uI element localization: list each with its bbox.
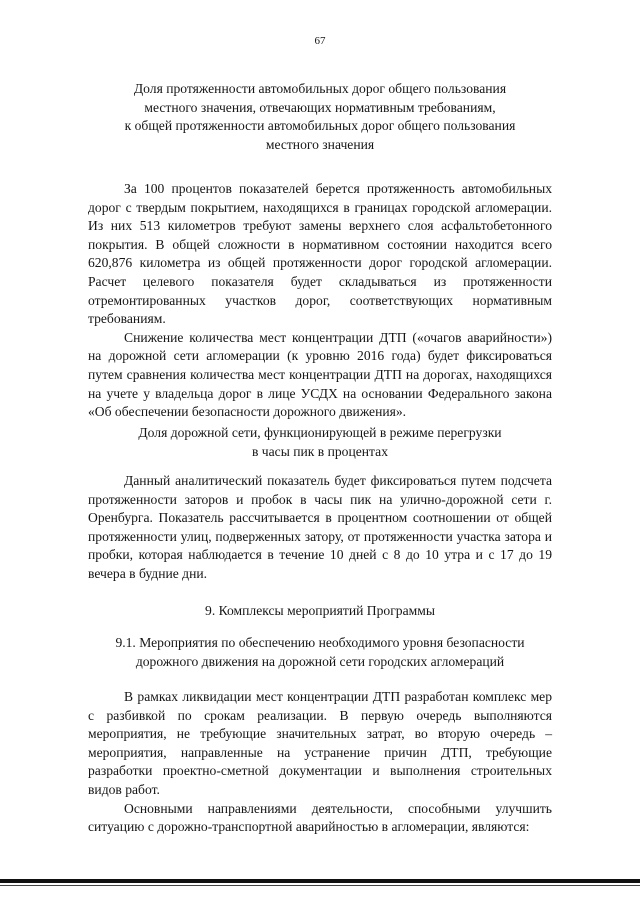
heading-line: Доля протяженности автомобильных дорог общего пользования [133,81,507,96]
section-overload-share [88,472,552,584]
heading-line: местного значения, отвечающих нормативным требованиям, [144,99,496,115]
section-road-share [88,180,552,422]
heading-line: Доля дорожной сети, функционирующей в режиме перегрузки [138,425,502,440]
heading-line: 9.1. Мероприятия по обеспечению необходимого уровня безопасности [115,635,525,650]
page-number: 67 [314,35,326,47]
paragraph: Основными направлениями деятельности, способными улучшить ситуацию с дорожно-транспортной аварийностью в агломерации, являются: [88,800,552,835]
heading-line: 9. Комплексы мероприятий Программы [205,603,435,618]
heading-safety-measures [88,634,552,671]
heading-line: местного значения [265,136,375,152]
heading-line: в часы пик в процентах [251,443,388,459]
heading-overload-share [88,424,552,461]
paragraph: В рамках ликвидации мест концентрации ДТП разработан комплекс мер с разбивкой по срокам реализации. В первую очередь выполняются мероприятия, не требующие значительных затрат, во вторую очередь – мероприятия, направленные на устранение причин ДТП, требующие разработки проектно-сметной документации и выполнения строительных видов работ. [88,689,552,797]
paragraph: Данный аналитический показатель будет фиксироваться путем подсчета протяженности заторов и пробок в часы пик на улично-дорожной сети г. Оренбурга. Показатель рассчитывается в процентном соотношении от общей протяженности улиц, подверженных затору, от протяженности участка затора и пробки, которая наблюдается в течение 10 дней с 8 до 10 утра и с 17 до 19 вечера в будние дни. [88,473,552,581]
paragraph: За 100 процентов показателей берется протяженность автомобильных дорог с твердым покрытием, находящихся в границах городской агломерации. Из них 513 километров требуют замены верхнего слоя асфальтобетонного покрытия. В общей сложности в нормативном состоянии находится всего 620,876 километра из общей протяженности дорог городской агломерации. Расчет целевого показателя будет складываться из протяженности отремонтированных участков дорог, соответствующих нормативным требованиям. [88,181,552,327]
heading-road-share [88,80,552,154]
heading-line: дорожного движения на дорожной сети городских агломераций [135,653,505,669]
section-safety-measures [88,688,552,837]
heading-programme-measures [88,602,552,621]
scan-bottom-edge [0,879,640,883]
paragraph: Снижение количества мест концентрации ДТП («очагов аварийности») на дорожной сети агломерации (к уровню 2016 года) будет фиксироваться путем сравнения количества мест концентрации ДТП на дорогах, находящихся на учете у владельца дорог в лице УСДХ на основании Федерального закона «Об обеспечении безопасности дорожного движения». [88,329,552,420]
scan-bottom-edge-thin [0,885,640,886]
heading-line: к общей протяженности автомобильных дорог общего пользования [124,118,516,134]
